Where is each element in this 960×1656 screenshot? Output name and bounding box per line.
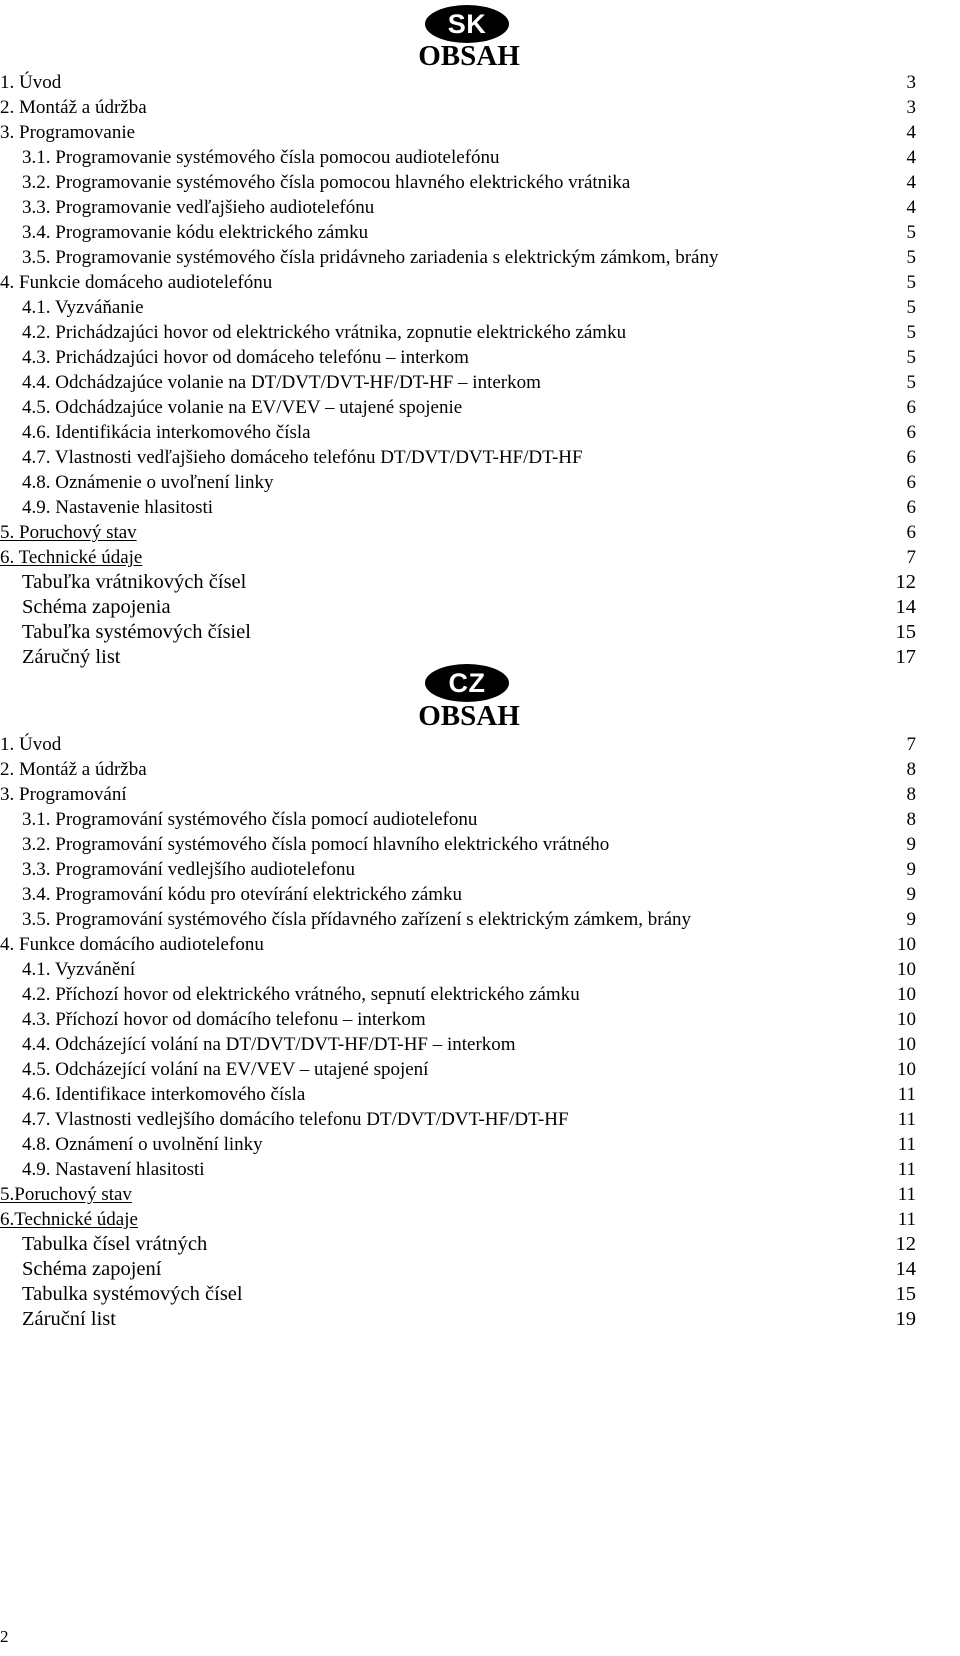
sk-toc-entry [0, 195, 960, 220]
toc-entry-title: 3. Programovanie [0, 122, 136, 143]
sk-toc-entry [0, 345, 960, 370]
toc-entry-title: 1. Úvod [0, 734, 62, 755]
toc-entry-title: 3.3. Programovanie vedľajšieho audiotelefónu [22, 197, 375, 218]
toc-entry-title: 3.5. Programovanie systémového čísla pridávneho zariadenia s elektrickým zámkom, brány [22, 247, 719, 268]
toc-entry-title: 4.1. Vyzvánění [22, 959, 136, 980]
toc-entry-page: 6 [906, 397, 916, 418]
cz-toc-heading: OBSAH [418, 700, 520, 732]
toc-entry-page: 7 [906, 734, 916, 755]
toc-entry-title: 4.6. Identifikace interkomového čísla [22, 1084, 306, 1105]
toc-entry-title: 6.Technické údaje [0, 1209, 138, 1230]
sk-toc-entry [0, 245, 960, 270]
sk-toc-entry [0, 220, 960, 245]
toc-entry-title: 4.4. Odchádzajúce volanie na DT/DVT/DVT-HF/DT-HF – interkom [22, 372, 541, 393]
sk-toc-entry [0, 95, 960, 120]
sk-toc-entry [0, 520, 960, 545]
toc-entry-title: 4.9. Nastavení hlasitosti [22, 1159, 205, 1180]
cz-toc-entry [0, 1057, 960, 1082]
toc-entry-page: 5 [906, 222, 916, 243]
cz-toc-entry [0, 1307, 960, 1332]
toc-entry-page: 6 [906, 497, 916, 518]
cz-toc-entry [0, 957, 960, 982]
toc-entry-page: 10 [897, 934, 916, 955]
toc-entry-title: 1. Úvod [0, 72, 62, 93]
toc-entry-page: 15 [895, 621, 916, 643]
toc-entry-page: 10 [897, 1059, 916, 1080]
toc-entry-title: 4.5. Odchádzajúce volanie na EV/VEV – utajené spojenie [22, 397, 463, 418]
toc-entry-page: 14 [895, 1258, 916, 1280]
cz-toc-entry [0, 1207, 960, 1232]
toc-entry-title: 4.5. Odcházející volání na EV/VEV – utajené spojení [22, 1059, 429, 1080]
toc-entry-title: 3.5. Programování systémového čísla přídavného zařízení s elektrickým zámkem, brány [22, 909, 692, 930]
toc-entry-page: 14 [895, 596, 916, 618]
sk-toc-entry [0, 145, 960, 170]
toc-entry-page: 4 [906, 172, 916, 193]
toc-entry-title: 4.8. Oznámenie o uvoľnení linky [22, 472, 274, 493]
toc-entry-title: 2. Montáž a údržba [0, 759, 147, 780]
toc-entry-page: 12 [895, 1233, 916, 1255]
toc-entry-title: Schéma zapojení [22, 1258, 162, 1280]
cz-toc-entry [0, 1132, 960, 1157]
toc-entry-title: Záruční list [22, 1308, 116, 1330]
toc-entry-title: 4. Funkcie domáceho audiotelefónu [0, 272, 273, 293]
toc-entry-page: 11 [897, 1209, 916, 1230]
cz-toc-entry [0, 857, 960, 882]
cz-toc-entry [0, 1032, 960, 1057]
cz-toc-entry [0, 782, 960, 807]
sk-toc-entry [0, 395, 960, 420]
toc-entry-page: 10 [897, 1009, 916, 1030]
toc-entry-page: 11 [897, 1184, 916, 1205]
cz-table-of-contents [0, 732, 960, 1332]
sk-toc-entry [0, 320, 960, 345]
toc-entry-title: 3.2. Programovanie systémového čísla pomocou hlavného elektrického vrátnika [22, 172, 631, 193]
toc-entry-title: 3. Programování [0, 784, 127, 805]
sk-toc-entry [0, 295, 960, 320]
toc-entry-page: 8 [906, 784, 916, 805]
cz-language-badge: CZ [425, 664, 509, 702]
cz-toc-entry [0, 732, 960, 757]
toc-entry-page: 5 [906, 322, 916, 343]
sk-toc-entry [0, 545, 960, 570]
sk-toc-entry [0, 420, 960, 445]
toc-entry-page: 10 [897, 1034, 916, 1055]
toc-entry-title: 5. Poruchový stav [0, 522, 137, 543]
sk-table-of-contents [0, 70, 960, 670]
toc-entry-page: 15 [895, 1283, 916, 1305]
toc-entry-title: 4.1. Vyzváňanie [22, 297, 144, 318]
toc-entry-title: 4.8. Oznámení o uvolnění linky [22, 1134, 263, 1155]
cz-toc-entry [0, 932, 960, 957]
toc-entry-title: 4.2. Prichádzajúci hovor od elektrického vrátnika, zopnutie elektrického zámku [22, 322, 627, 343]
cz-toc-entry [0, 1107, 960, 1132]
toc-entry-title: Tabulka čísel vrátných [22, 1233, 208, 1255]
cz-toc-entry [0, 982, 960, 1007]
cz-toc-entry [0, 1232, 960, 1257]
cz-toc-entry [0, 882, 960, 907]
toc-entry-page: 12 [895, 571, 916, 593]
cz-toc-entry [0, 1282, 960, 1307]
cz-toc-entry [0, 757, 960, 782]
toc-entry-title: 4.2. Příchozí hovor od elektrického vrátného, sepnutí elektrického zámku [22, 984, 580, 1005]
toc-entry-title: 4.3. Příchozí hovor od domácího telefonu – interkom [22, 1009, 426, 1030]
sk-toc-entry [0, 170, 960, 195]
toc-entry-page: 10 [897, 984, 916, 1005]
toc-entry-page: 5 [906, 347, 916, 368]
cz-toc-entry [0, 1007, 960, 1032]
cz-toc-entry [0, 807, 960, 832]
toc-entry-page: 4 [906, 147, 916, 168]
toc-entry-title: 4.7. Vlastnosti vedľajšieho domáceho telefónu DT/DVT/DVT-HF/DT-HF [22, 447, 583, 468]
toc-entry-title: 3.4. Programovanie kódu elektrického zámku [22, 222, 369, 243]
toc-entry-page: 6 [906, 422, 916, 443]
toc-entry-page: 10 [897, 959, 916, 980]
toc-entry-page: 9 [906, 859, 916, 880]
toc-entry-title: 3.3. Programování vedlejšího audiotelefonu [22, 859, 355, 880]
toc-entry-page: 4 [906, 122, 916, 143]
toc-entry-title: 4. Funkce domácího audiotelefonu [0, 934, 264, 955]
toc-entry-title: 4.6. Identifikácia interkomového čísla [22, 422, 311, 443]
cz-toc-entry [0, 1082, 960, 1107]
toc-entry-page: 8 [906, 759, 916, 780]
toc-entry-title: 6. Technické údaje [0, 547, 143, 568]
sk-toc-entry [0, 620, 960, 645]
toc-entry-title: 4.4. Odcházející volání na DT/DVT/DVT-HF/DT-HF – interkom [22, 1034, 516, 1055]
toc-entry-page: 3 [906, 72, 916, 93]
sk-toc-entry [0, 495, 960, 520]
toc-entry-page: 9 [906, 884, 916, 905]
sk-toc-entry [0, 270, 960, 295]
toc-entry-page: 5 [906, 272, 916, 293]
toc-entry-page: 6 [906, 522, 916, 543]
toc-entry-title: 3.1. Programování systémového čísla pomocí audiotelefonu [22, 809, 478, 830]
toc-entry-page: 5 [906, 297, 916, 318]
cz-toc-entry [0, 907, 960, 932]
sk-toc-entry [0, 445, 960, 470]
sk-language-badge: SK [425, 5, 509, 43]
toc-entry-page: 8 [906, 809, 916, 830]
toc-entry-page: 9 [906, 909, 916, 930]
toc-entry-page: 11 [897, 1134, 916, 1155]
toc-entry-title: 4.3. Prichádzajúci hovor od domáceho telefónu – interkom [22, 347, 469, 368]
sk-toc-entry [0, 570, 960, 595]
toc-entry-page: 17 [895, 646, 916, 668]
toc-entry-page: 4 [906, 197, 916, 218]
toc-entry-title: Tabuľka systémových čísiel [22, 621, 251, 643]
sk-toc-heading: OBSAH [418, 40, 520, 72]
toc-entry-title: 4.7. Vlastnosti vedlejšího domácího telefonu DT/DVT/DVT-HF/DT-HF [22, 1109, 569, 1130]
cz-toc-entry [0, 1182, 960, 1207]
toc-entry-page: 9 [906, 834, 916, 855]
toc-entry-page: 5 [906, 247, 916, 268]
toc-entry-title: Schéma zapojenia [22, 596, 171, 618]
toc-entry-title: 3.2. Programování systémového čísla pomocí hlavního elektrického vrátného [22, 834, 610, 855]
cz-toc-entry [0, 1257, 960, 1282]
toc-entry-page: 7 [906, 547, 916, 568]
toc-entry-page: 19 [895, 1308, 916, 1330]
cz-toc-entry [0, 1157, 960, 1182]
toc-entry-page: 6 [906, 447, 916, 468]
sk-toc-entry [0, 370, 960, 395]
toc-entry-title: 5.Poruchový stav [0, 1184, 132, 1205]
toc-entry-page: 3 [906, 97, 916, 118]
sk-toc-entry [0, 70, 960, 95]
toc-entry-page: 5 [906, 372, 916, 393]
page-number: 2 [0, 1627, 9, 1646]
sk-toc-entry [0, 595, 960, 620]
toc-entry-title: Tabulka systémových čísel [22, 1283, 243, 1305]
sk-toc-entry [0, 470, 960, 495]
toc-entry-title: Tabuľka vrátnikových čísel [22, 571, 247, 593]
toc-entry-page: 11 [897, 1159, 916, 1180]
cz-toc-entry [0, 832, 960, 857]
toc-entry-title: 2. Montáž a údržba [0, 97, 147, 118]
toc-entry-page: 11 [897, 1109, 916, 1130]
sk-toc-entry [0, 120, 960, 145]
toc-entry-page: 6 [906, 472, 916, 493]
toc-entry-title: Záručný list [22, 646, 121, 668]
toc-entry-title: 3.4. Programování kódu pro otevírání elektrického zámku [22, 884, 463, 905]
toc-entry-page: 11 [897, 1084, 916, 1105]
toc-entry-title: 3.1. Programovanie systémového čísla pomocou audiotelefónu [22, 147, 500, 168]
toc-entry-title: 4.9. Nastavenie hlasitosti [22, 497, 214, 518]
